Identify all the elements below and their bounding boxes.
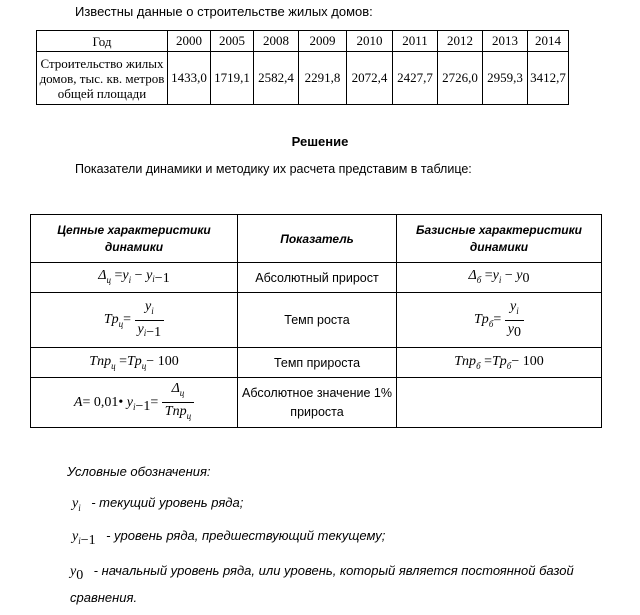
solution-text: Показатели динамики и методику их расчета представим в таблице: [75, 162, 472, 176]
year-cell: 2008 [254, 31, 299, 52]
year-row [37, 31, 569, 52]
value-cell: 1719,1 [211, 52, 254, 105]
year-label-cell: Год [37, 31, 168, 52]
row-label-cell: Строительство жилых домов, тыс. кв. метров общей площади [37, 52, 168, 105]
indicator-header: Показатель [238, 215, 397, 263]
chain-formula: $\Delta_ц =y_i - y_{i-1}$ [31, 263, 238, 293]
year-cell: 2000 [168, 31, 211, 52]
year-cell: 2010 [347, 31, 393, 52]
construction-data-table [36, 30, 569, 105]
method-row [31, 293, 602, 348]
indicator-cell: Темп роста [238, 293, 397, 348]
intro-text: Известны данные о строительстве жилых домов: [75, 4, 373, 19]
chain-formula: $Tnp_ц =Tp_ц- 100$ [31, 348, 238, 378]
base-empty-cell [397, 378, 602, 428]
year-cell: 2005 [211, 31, 254, 52]
symbol-y0: $y_0$ [70, 564, 84, 583]
value-cell: 3412,7 [528, 52, 569, 105]
year-cell: 2009 [299, 31, 347, 52]
value-cell: 2427,7 [393, 52, 438, 105]
value-cell: 2072,4 [347, 52, 393, 105]
legend-item: $y_i$ - текущий уровень ряда; [72, 495, 244, 513]
legend-item: $y_{i-1}$ - уровень ряда, предшествующий текущему; [72, 528, 386, 548]
base-formula: $\Delta_б =y_i - y_0$ [397, 263, 602, 293]
method-header-row [31, 215, 602, 263]
value-cell: 2726,0 [438, 52, 483, 105]
base-formula: $Tp_б=$ $\frac{y_i}{y_0}$ [397, 293, 602, 348]
year-cell: 2012 [438, 31, 483, 52]
values-row [37, 52, 569, 105]
chain-header: Цепные характеристики динамики [31, 215, 238, 263]
legend-title: Условные обозначения: [67, 464, 211, 479]
year-cell: 2013 [483, 31, 528, 52]
method-row [31, 263, 602, 293]
chain-formula: $Tp_ц=$ $\frac{y_i}{y_{i-1}}$ [31, 293, 238, 348]
solution-heading: Решение [291, 134, 349, 149]
value-cell: 1433,0 [168, 52, 211, 105]
indicator-cell: Абсолютный прирост [238, 263, 397, 293]
legend-item: $y_0$ - начальный уровень ряда, или уровень, который является постоянной базой сравнения. [70, 563, 574, 605]
symbol-yi: $y_i$ [72, 496, 81, 513]
chain-formula: A= 0,01• $y_{i-1}=$ $\frac{\Delta_ц}{Tnp_ц}$ [31, 378, 238, 428]
method-row [31, 378, 602, 428]
base-header: Базисные характеристики динамики [397, 215, 602, 263]
indicator-cell: Абсолютное значение 1% прироста [238, 378, 397, 428]
indicator-cell: Темп прироста [238, 348, 397, 378]
dynamics-method-table [30, 214, 602, 428]
value-cell: 2291,8 [299, 52, 347, 105]
value-cell: 2582,4 [254, 52, 299, 105]
value-cell: 2959,3 [483, 52, 528, 105]
year-cell: 2014 [528, 31, 569, 52]
base-formula: $Tnp_б =Tp_б- 100$ [397, 348, 602, 378]
method-row [31, 348, 602, 378]
year-cell: 2011 [393, 31, 438, 52]
symbol-yi-1: $y_{i-1}$ [72, 529, 96, 548]
